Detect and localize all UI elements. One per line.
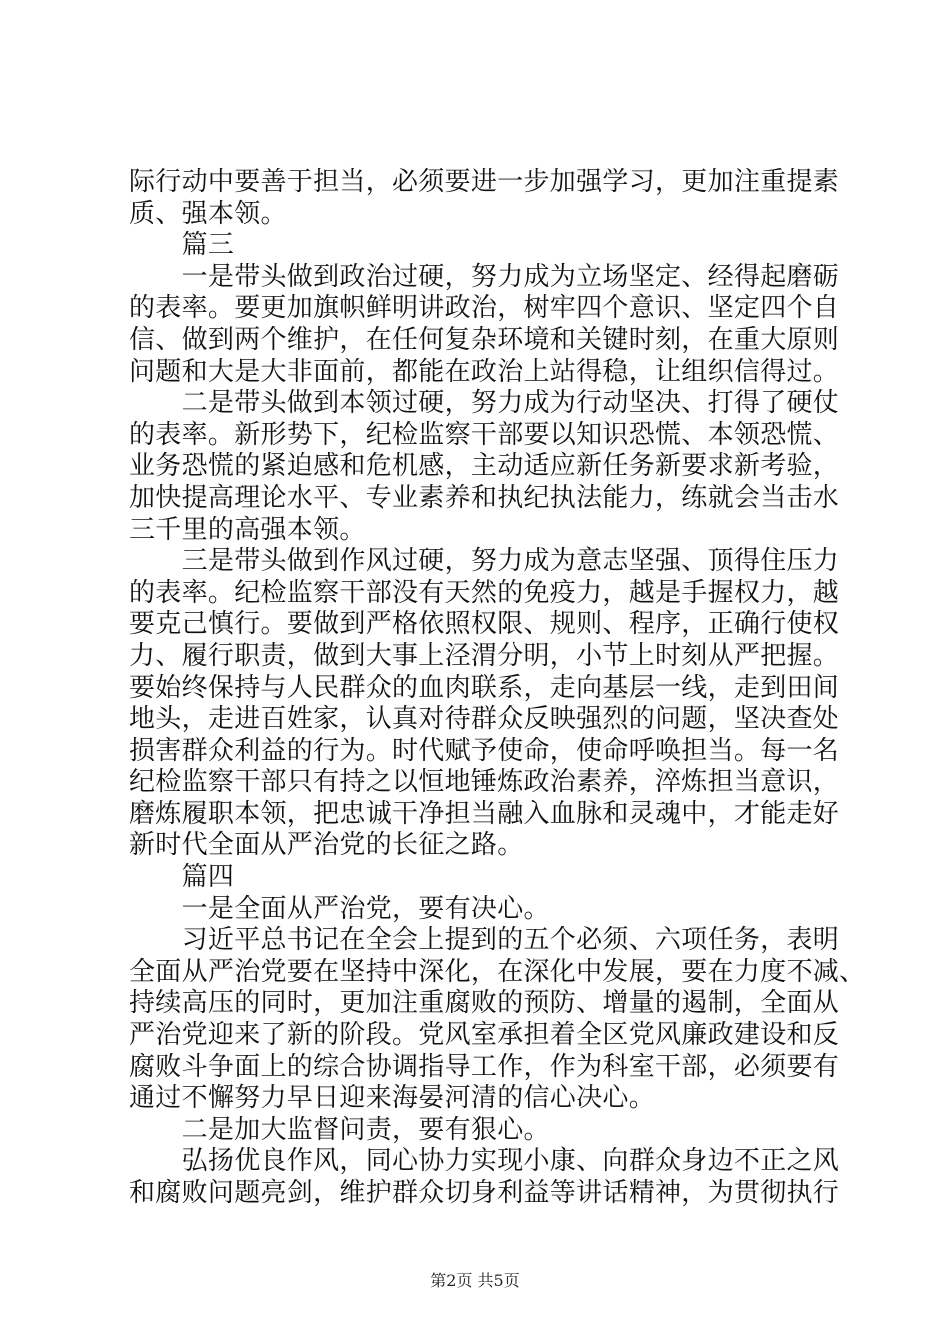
text-line: 弘扬优良作风，同心协力实现小康、向群众身边不正之风 — [129, 1146, 840, 1177]
text-line: 力、履行职责，做到大事上泾渭分明，小节上时刻从严把握。 — [129, 640, 840, 671]
text-line: 和腐败问题亮剑，维护群众切身利益等讲话精神，为贯彻执行 — [129, 1178, 840, 1208]
text-line: 腐败斗争面上的综合协调指导工作，作为科室干部，必须要有 — [129, 1051, 840, 1082]
text-line: 二是带头做到本领过硬，努力成为行动坚决、打得了硬仗 — [129, 388, 840, 419]
text-line: 三千里的高强本领。 — [129, 514, 366, 545]
text-line: 纪检监察干部只有持之以恒地锤炼政治素养，淬炼担当意识， — [129, 767, 840, 798]
text-line: 磨炼履职本领，把忠诚干净担当融入血脉和灵魂中，才能走好 — [129, 798, 840, 829]
text-line: 篇三 — [129, 230, 235, 261]
text-line: 一是全面从严治党，要有决心。 — [129, 893, 550, 924]
text-line: 损害群众利益的行为。时代赋予使命，使命呼唤担当。每一名 — [129, 735, 840, 766]
text-line: 地头，走进百姓家，认真对待群众反映强烈的问题，坚决查处 — [129, 704, 840, 735]
text-line: 信、做到两个维护，在任何复杂环境和关键时刻，在重大原则 — [129, 324, 840, 355]
text-line: 加快提高理论水平、专业素养和执纪执法能力，练就会当击水 — [129, 482, 840, 513]
text-line: 际行动中要善于担当，必须要进一步加强学习，更加注重提素 — [129, 167, 840, 197]
text-line: 全面从严治党要在坚持中深化，在深化中发展，要在力度不减、 — [129, 956, 866, 987]
document-body — [129, 167, 866, 1210]
text-line: 通过不懈努力早日迎来海晏河清的信心决心。 — [129, 1083, 656, 1114]
text-line: 质、强本领。 — [129, 198, 287, 229]
text-line: 三是带头做到作风过硬，努力成为意志坚强、顶得住压力 — [129, 546, 840, 577]
text-line: 的表率。要更加旗帜鲜明讲政治，树牢四个意识、坚定四个自 — [129, 293, 840, 324]
text-line: 问题和大是大非面前，都能在政治上站得稳，让组织信得过。 — [129, 356, 840, 387]
text-line: 要始终保持与人民群众的血肉联系，走向基层一线，走到田间 — [129, 672, 840, 703]
text-line: 业务恐慌的紧迫感和危机感，主动适应新任务新要求新考验， — [129, 451, 840, 482]
text-line: 篇四 — [129, 862, 235, 893]
text-line: 持续高压的同时，更加注重腐败的预防、增量的遏制，全面从 — [129, 988, 840, 1019]
text-line: 习近平总书记在全会上提到的五个必须、六项任务，表明 — [129, 925, 840, 956]
text-line: 的表率。纪检监察干部没有天然的免疫力，越是手握权力，越 — [129, 577, 840, 608]
text-line: 一是带头做到政治过硬，努力成为立场坚定、经得起磨砺 — [129, 261, 840, 292]
text-line: 严治党迎来了新的阶段。党风室承担着全区党风廉政建设和反 — [129, 1020, 840, 1051]
text-line: 二是加大监督问责，要有狠心。 — [129, 1114, 550, 1145]
page-footer: 第2页 共5页 — [430, 1271, 520, 1290]
text-line: 新时代全面从严治党的长征之路。 — [129, 830, 524, 861]
text-line: 的表率。新形势下，纪检监察干部要以知识恐慌、本领恐慌、 — [129, 419, 840, 450]
text-line: 要克己慎行。要做到严格依照权限、规则、程序，正确行使权 — [129, 609, 840, 640]
